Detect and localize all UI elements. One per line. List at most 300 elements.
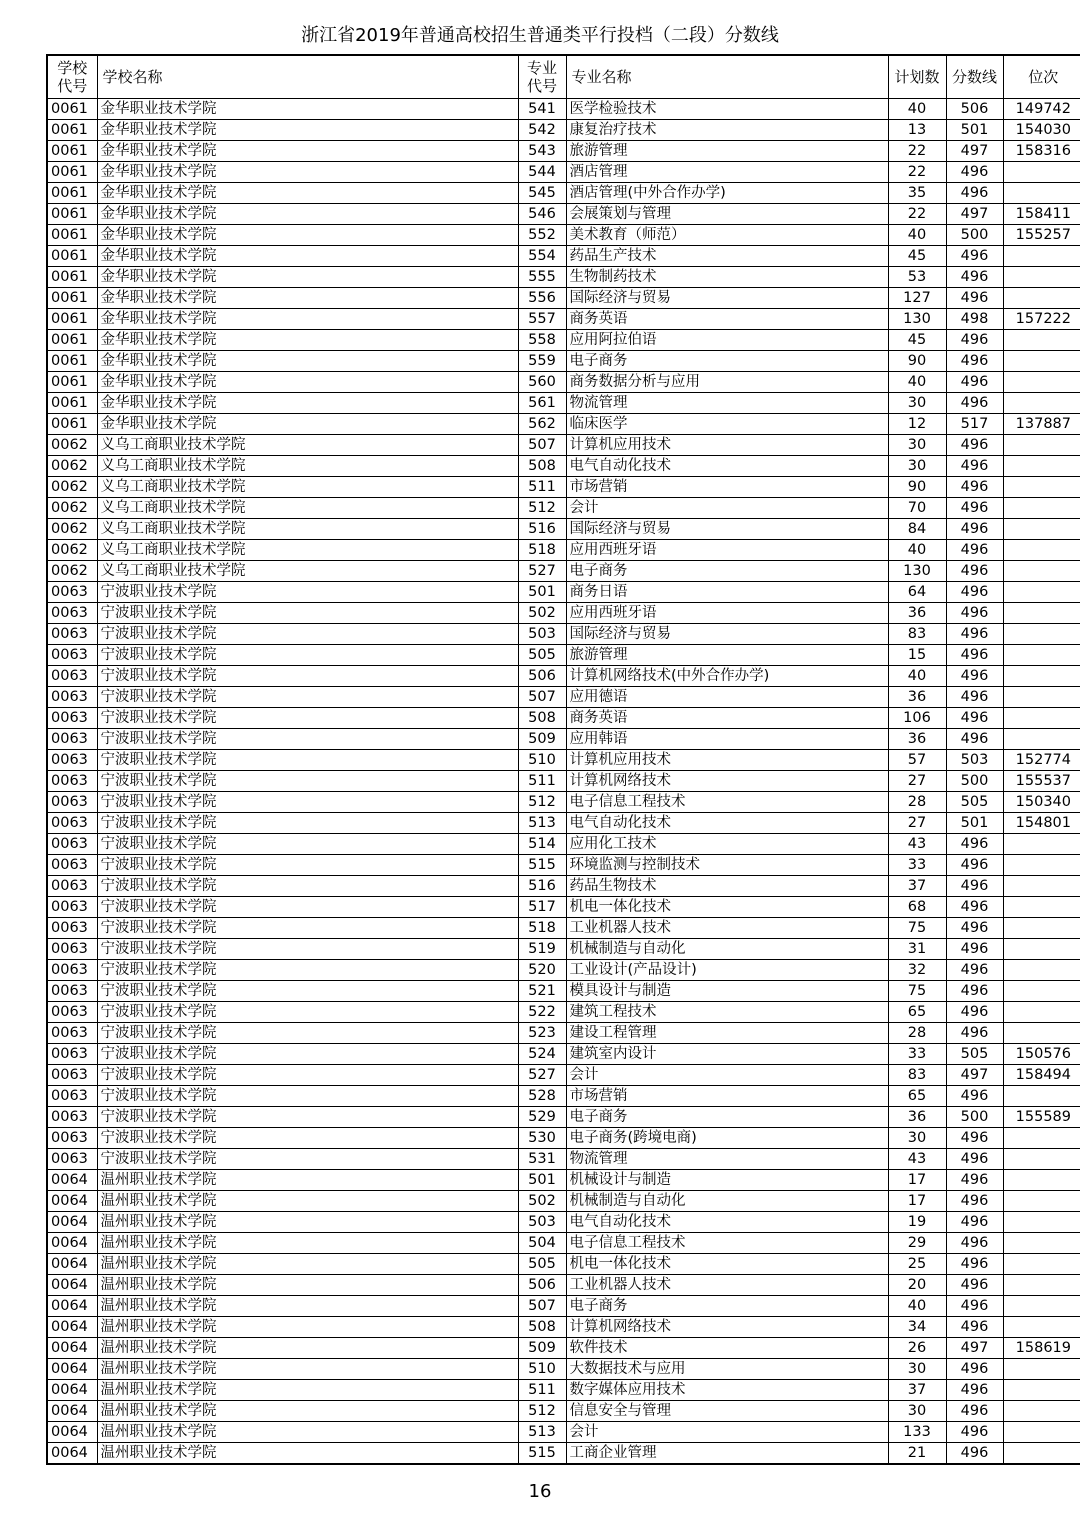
rank-cell: 137887 — [1003, 414, 1080, 435]
school-code-cell: 0063 — [47, 1023, 97, 1044]
school-name-cell: 义乌工商职业技术学院 — [97, 561, 518, 582]
plan-count-cell: 29 — [888, 1233, 946, 1254]
major-name-cell: 药品生产技术 — [566, 246, 888, 267]
school-code-cell: 0063 — [47, 1128, 97, 1149]
table-row — [47, 855, 1080, 876]
major-code-cell: 530 — [518, 1128, 566, 1149]
score-cell: 496 — [946, 393, 1003, 414]
score-cell: 496 — [946, 939, 1003, 960]
school-name-cell: 宁波职业技术学院 — [97, 582, 518, 603]
plan-count-cell: 37 — [888, 1380, 946, 1401]
major-name-cell: 计算机应用技术 — [566, 435, 888, 456]
table-row — [47, 1128, 1080, 1149]
school-name-cell: 宁波职业技术学院 — [97, 813, 518, 834]
plan-count-cell: 28 — [888, 1023, 946, 1044]
school-code-cell: 0064 — [47, 1233, 97, 1254]
plan-count-cell: 28 — [888, 792, 946, 813]
major-code-cell: 555 — [518, 267, 566, 288]
school-name-cell: 金华职业技术学院 — [97, 372, 518, 393]
major-code-cell: 541 — [518, 99, 566, 120]
score-cell: 496 — [946, 561, 1003, 582]
table-row — [47, 519, 1080, 540]
school-name-cell: 温州职业技术学院 — [97, 1275, 518, 1296]
plan-count-cell: 30 — [888, 1359, 946, 1380]
rank-cell — [1003, 540, 1080, 561]
plan-count-cell: 30 — [888, 1128, 946, 1149]
table-row — [47, 792, 1080, 813]
school-name-cell: 温州职业技术学院 — [97, 1359, 518, 1380]
plan-count-cell: 30 — [888, 1401, 946, 1422]
school-name-cell: 金华职业技术学院 — [97, 309, 518, 330]
major-name-cell: 电子商务 — [566, 1107, 888, 1128]
rank-cell: 155257 — [1003, 225, 1080, 246]
school-name-cell: 金华职业技术学院 — [97, 120, 518, 141]
score-cell: 496 — [946, 540, 1003, 561]
school-name-cell: 宁波职业技术学院 — [97, 1044, 518, 1065]
plan-count-cell: 34 — [888, 1317, 946, 1338]
school-name-cell: 金华职业技术学院 — [97, 225, 518, 246]
rank-cell — [1003, 1086, 1080, 1107]
school-code-cell: 0062 — [47, 456, 97, 477]
school-name-cell: 宁波职业技术学院 — [97, 876, 518, 897]
school-name-cell: 金华职业技术学院 — [97, 141, 518, 162]
major-code-cell: 505 — [518, 1254, 566, 1275]
rank-cell — [1003, 687, 1080, 708]
score-cell: 496 — [946, 876, 1003, 897]
major-name-cell: 应用西班牙语 — [566, 540, 888, 561]
score-cell: 496 — [946, 498, 1003, 519]
school-name-cell: 义乌工商职业技术学院 — [97, 519, 518, 540]
plan-count-cell: 19 — [888, 1212, 946, 1233]
table-row — [47, 603, 1080, 624]
score-cell: 496 — [946, 834, 1003, 855]
score-cell: 496 — [946, 645, 1003, 666]
major-code-cell: 501 — [518, 1170, 566, 1191]
school-name-cell: 宁波职业技术学院 — [97, 1002, 518, 1023]
table-row — [47, 939, 1080, 960]
plan-count-cell: 106 — [888, 708, 946, 729]
table-row — [47, 99, 1080, 120]
major-code-cell: 521 — [518, 981, 566, 1002]
rank-cell — [1003, 393, 1080, 414]
table-row — [47, 981, 1080, 1002]
school-code-cell: 0064 — [47, 1296, 97, 1317]
major-code-cell: 510 — [518, 750, 566, 771]
school-code-cell: 0061 — [47, 204, 97, 225]
table-row — [47, 1401, 1080, 1422]
score-cell: 496 — [946, 687, 1003, 708]
school-code-cell: 0063 — [47, 645, 97, 666]
table-row — [47, 1212, 1080, 1233]
school-name-cell: 宁波职业技术学院 — [97, 918, 518, 939]
plan-count-cell: 30 — [888, 456, 946, 477]
table-row — [47, 183, 1080, 204]
school-name-cell: 温州职业技术学院 — [97, 1338, 518, 1359]
score-cell: 496 — [946, 1086, 1003, 1107]
table-row — [47, 666, 1080, 687]
rank-cell — [1003, 519, 1080, 540]
major-code-cell: 506 — [518, 1275, 566, 1296]
school-code-cell: 0063 — [47, 1107, 97, 1128]
table-row — [47, 1296, 1080, 1317]
score-cell: 496 — [946, 1401, 1003, 1422]
plan-count-cell: 84 — [888, 519, 946, 540]
rank-cell: 157222 — [1003, 309, 1080, 330]
score-cell: 505 — [946, 1044, 1003, 1065]
rank-cell — [1003, 624, 1080, 645]
plan-count-cell: 30 — [888, 393, 946, 414]
table-row — [47, 1023, 1080, 1044]
school-code-cell: 0061 — [47, 141, 97, 162]
major-name-cell: 应用化工技术 — [566, 834, 888, 855]
score-cell: 496 — [946, 897, 1003, 918]
major-name-cell: 计算机网络技术 — [566, 1317, 888, 1338]
major-code-cell: 546 — [518, 204, 566, 225]
score-cell: 497 — [946, 1065, 1003, 1086]
major-name-cell: 建筑室内设计 — [566, 1044, 888, 1065]
table-row — [47, 876, 1080, 897]
table-row — [47, 498, 1080, 519]
major-code-cell: 516 — [518, 519, 566, 540]
rank-cell: 155537 — [1003, 771, 1080, 792]
rank-cell — [1003, 1317, 1080, 1338]
school-name-cell: 宁波职业技术学院 — [97, 1149, 518, 1170]
major-code-cell: 505 — [518, 645, 566, 666]
school-name-cell: 宁波职业技术学院 — [97, 666, 518, 687]
rank-cell: 158411 — [1003, 204, 1080, 225]
plan-count-cell: 36 — [888, 687, 946, 708]
table-row — [47, 960, 1080, 981]
score-cell: 497 — [946, 204, 1003, 225]
major-name-cell: 电子信息工程技术 — [566, 792, 888, 813]
major-name-cell: 机械设计与制造 — [566, 1170, 888, 1191]
rank-cell — [1003, 1296, 1080, 1317]
rank-cell — [1003, 582, 1080, 603]
table-row — [47, 1233, 1080, 1254]
score-cell: 496 — [946, 330, 1003, 351]
table-row — [47, 435, 1080, 456]
major-name-cell: 信息安全与管理 — [566, 1401, 888, 1422]
table-row — [47, 561, 1080, 582]
rank-cell: 158619 — [1003, 1338, 1080, 1359]
major-name-cell: 电气自动化技术 — [566, 813, 888, 834]
major-code-cell: 523 — [518, 1023, 566, 1044]
major-name-cell: 生物制药技术 — [566, 267, 888, 288]
plan-count-cell: 33 — [888, 855, 946, 876]
major-code-cell: 518 — [518, 918, 566, 939]
rank-cell — [1003, 1359, 1080, 1380]
school-name-cell: 温州职业技术学院 — [97, 1191, 518, 1212]
school-code-cell: 0064 — [47, 1380, 97, 1401]
score-cell: 496 — [946, 456, 1003, 477]
school-name-cell: 金华职业技术学院 — [97, 162, 518, 183]
score-cell: 496 — [946, 1023, 1003, 1044]
school-name-cell: 宁波职业技术学院 — [97, 708, 518, 729]
header-score: 分数线 — [946, 55, 1003, 99]
table-row — [47, 750, 1080, 771]
table-row — [47, 267, 1080, 288]
score-cell: 496 — [946, 1443, 1003, 1465]
score-cell: 496 — [946, 918, 1003, 939]
table-row — [47, 897, 1080, 918]
plan-count-cell: 90 — [888, 477, 946, 498]
table-header-row — [47, 55, 1080, 99]
score-cell: 496 — [946, 729, 1003, 750]
table-row — [47, 414, 1080, 435]
school-name-cell: 宁波职业技术学院 — [97, 855, 518, 876]
school-name-cell: 义乌工商职业技术学院 — [97, 435, 518, 456]
school-name-cell: 温州职业技术学院 — [97, 1212, 518, 1233]
plan-count-cell: 22 — [888, 141, 946, 162]
major-name-cell: 药品生物技术 — [566, 876, 888, 897]
score-cell: 496 — [946, 246, 1003, 267]
plan-count-cell: 130 — [888, 561, 946, 582]
major-name-cell: 会计 — [566, 1065, 888, 1086]
major-code-cell: 522 — [518, 1002, 566, 1023]
major-code-cell: 554 — [518, 246, 566, 267]
rank-cell — [1003, 729, 1080, 750]
school-code-cell: 0064 — [47, 1275, 97, 1296]
plan-count-cell: 36 — [888, 603, 946, 624]
school-code-cell: 0064 — [47, 1212, 97, 1233]
plan-count-cell: 68 — [888, 897, 946, 918]
major-name-cell: 机械制造与自动化 — [566, 1191, 888, 1212]
school-code-cell: 0062 — [47, 561, 97, 582]
plan-count-cell: 33 — [888, 1044, 946, 1065]
page-number: 16 — [528, 1481, 552, 1502]
rank-cell: 152774 — [1003, 750, 1080, 771]
major-name-cell: 机电一体化技术 — [566, 897, 888, 918]
school-code-cell: 0062 — [47, 519, 97, 540]
major-code-cell: 508 — [518, 708, 566, 729]
school-code-cell: 0064 — [47, 1191, 97, 1212]
plan-count-cell: 64 — [888, 582, 946, 603]
table-row — [47, 162, 1080, 183]
table-row — [47, 1002, 1080, 1023]
major-name-cell: 医学检验技术 — [566, 99, 888, 120]
table-row — [47, 351, 1080, 372]
table-row — [47, 1359, 1080, 1380]
table-row — [47, 1317, 1080, 1338]
major-name-cell: 应用阿拉伯语 — [566, 330, 888, 351]
school-name-cell: 金华职业技术学院 — [97, 288, 518, 309]
school-code-cell: 0061 — [47, 330, 97, 351]
score-cell: 496 — [946, 960, 1003, 981]
table-row — [47, 1191, 1080, 1212]
rank-cell — [1003, 603, 1080, 624]
school-code-cell: 0061 — [47, 372, 97, 393]
table-row — [47, 918, 1080, 939]
school-code-cell: 0062 — [47, 435, 97, 456]
table-row — [47, 1338, 1080, 1359]
rank-cell — [1003, 918, 1080, 939]
major-code-cell: 512 — [518, 792, 566, 813]
major-name-cell: 电子信息工程技术 — [566, 1233, 888, 1254]
school-name-cell: 温州职业技术学院 — [97, 1443, 518, 1465]
major-name-cell: 国际经济与贸易 — [566, 288, 888, 309]
major-code-cell: 517 — [518, 897, 566, 918]
major-code-cell: 503 — [518, 1212, 566, 1233]
rank-cell — [1003, 855, 1080, 876]
plan-count-cell: 75 — [888, 981, 946, 1002]
rank-cell — [1003, 1422, 1080, 1443]
score-cell: 500 — [946, 225, 1003, 246]
plan-count-cell: 83 — [888, 624, 946, 645]
plan-count-cell: 40 — [888, 540, 946, 561]
school-code-cell: 0061 — [47, 183, 97, 204]
major-code-cell: 511 — [518, 1380, 566, 1401]
header-rank: 位次 — [1003, 55, 1080, 99]
plan-count-cell: 43 — [888, 1149, 946, 1170]
major-name-cell: 电子商务 — [566, 1296, 888, 1317]
table-row — [47, 687, 1080, 708]
header-plan: 计划数 — [888, 55, 946, 99]
major-code-cell: 513 — [518, 813, 566, 834]
rank-cell: 150576 — [1003, 1044, 1080, 1065]
school-name-cell: 宁波职业技术学院 — [97, 1023, 518, 1044]
school-name-cell: 宁波职业技术学院 — [97, 1107, 518, 1128]
score-cell: 496 — [946, 1422, 1003, 1443]
school-code-cell: 0063 — [47, 897, 97, 918]
score-cell: 496 — [946, 351, 1003, 372]
rank-cell — [1003, 708, 1080, 729]
major-code-cell: 509 — [518, 729, 566, 750]
rank-cell — [1003, 435, 1080, 456]
school-name-cell: 温州职业技术学院 — [97, 1401, 518, 1422]
score-cell: 496 — [946, 1296, 1003, 1317]
school-name-cell: 温州职业技术学院 — [97, 1233, 518, 1254]
school-name-cell: 宁波职业技术学院 — [97, 939, 518, 960]
plan-count-cell: 27 — [888, 813, 946, 834]
table-row — [47, 477, 1080, 498]
major-code-cell: 511 — [518, 771, 566, 792]
plan-count-cell: 40 — [888, 666, 946, 687]
school-code-cell: 0063 — [47, 729, 97, 750]
major-name-cell: 旅游管理 — [566, 645, 888, 666]
major-code-cell: 507 — [518, 435, 566, 456]
score-cell: 496 — [946, 1002, 1003, 1023]
major-code-cell: 511 — [518, 477, 566, 498]
score-cell: 496 — [946, 1254, 1003, 1275]
table-row — [47, 288, 1080, 309]
table-row — [47, 1065, 1080, 1086]
school-code-cell: 0064 — [47, 1422, 97, 1443]
plan-count-cell: 31 — [888, 939, 946, 960]
school-code-cell: 0063 — [47, 687, 97, 708]
plan-count-cell: 45 — [888, 330, 946, 351]
plan-count-cell: 65 — [888, 1086, 946, 1107]
table-row — [47, 1044, 1080, 1065]
table-row — [47, 225, 1080, 246]
major-code-cell: 556 — [518, 288, 566, 309]
rank-cell — [1003, 1002, 1080, 1023]
major-name-cell: 应用德语 — [566, 687, 888, 708]
major-name-cell: 电子商务 — [566, 351, 888, 372]
major-name-cell: 商务英语 — [566, 708, 888, 729]
school-code-cell: 0063 — [47, 666, 97, 687]
score-cell: 496 — [946, 624, 1003, 645]
school-name-cell: 金华职业技术学院 — [97, 99, 518, 120]
rank-cell — [1003, 330, 1080, 351]
table-row — [47, 834, 1080, 855]
plan-count-cell: 36 — [888, 1107, 946, 1128]
table-row — [47, 456, 1080, 477]
score-cell: 497 — [946, 141, 1003, 162]
school-code-cell: 0063 — [47, 981, 97, 1002]
rank-cell — [1003, 267, 1080, 288]
school-code-cell: 0061 — [47, 309, 97, 330]
score-cell: 496 — [946, 1233, 1003, 1254]
score-cell: 496 — [946, 183, 1003, 204]
table-row — [47, 393, 1080, 414]
school-name-cell: 温州职业技术学院 — [97, 1254, 518, 1275]
score-cell: 496 — [946, 519, 1003, 540]
major-code-cell: 559 — [518, 351, 566, 372]
plan-count-cell: 90 — [888, 351, 946, 372]
major-name-cell: 物流管理 — [566, 393, 888, 414]
major-code-cell: 515 — [518, 1443, 566, 1465]
major-name-cell: 商务英语 — [566, 309, 888, 330]
school-code-cell: 0064 — [47, 1170, 97, 1191]
score-cell: 496 — [946, 1128, 1003, 1149]
table-row — [47, 204, 1080, 225]
school-code-cell: 0061 — [47, 120, 97, 141]
rank-cell — [1003, 477, 1080, 498]
school-name-cell: 义乌工商职业技术学院 — [97, 498, 518, 519]
rank-cell — [1003, 939, 1080, 960]
major-code-cell: 514 — [518, 834, 566, 855]
school-name-cell: 宁波职业技术学院 — [97, 645, 518, 666]
rank-cell — [1003, 246, 1080, 267]
rank-cell — [1003, 645, 1080, 666]
plan-count-cell: 130 — [888, 309, 946, 330]
major-code-cell: 528 — [518, 1086, 566, 1107]
score-cell: 501 — [946, 120, 1003, 141]
school-code-cell: 0061 — [47, 414, 97, 435]
plan-count-cell: 83 — [888, 1065, 946, 1086]
major-name-cell: 建设工程管理 — [566, 1023, 888, 1044]
score-cell: 496 — [946, 1191, 1003, 1212]
major-code-cell: 502 — [518, 603, 566, 624]
school-name-cell: 宁波职业技术学院 — [97, 729, 518, 750]
school-code-cell: 0063 — [47, 1065, 97, 1086]
school-name-cell: 金华职业技术学院 — [97, 204, 518, 225]
school-name-cell: 金华职业技术学院 — [97, 351, 518, 372]
score-cell: 496 — [946, 1170, 1003, 1191]
plan-count-cell: 57 — [888, 750, 946, 771]
score-cell: 496 — [946, 267, 1003, 288]
major-name-cell: 机械制造与自动化 — [566, 939, 888, 960]
major-name-cell: 机电一体化技术 — [566, 1254, 888, 1275]
rank-cell — [1003, 1275, 1080, 1296]
table-row — [47, 330, 1080, 351]
major-name-cell: 会计 — [566, 1422, 888, 1443]
major-name-cell: 模具设计与制造 — [566, 981, 888, 1002]
school-code-cell: 0062 — [47, 540, 97, 561]
plan-count-cell: 40 — [888, 1296, 946, 1317]
plan-count-cell: 25 — [888, 1254, 946, 1275]
major-code-cell: 503 — [518, 624, 566, 645]
school-name-cell: 宁波职业技术学院 — [97, 834, 518, 855]
school-name-cell: 宁波职业技术学院 — [97, 897, 518, 918]
plan-count-cell: 30 — [888, 435, 946, 456]
school-name-cell: 宁波职业技术学院 — [97, 687, 518, 708]
plan-count-cell: 32 — [888, 960, 946, 981]
plan-count-cell: 17 — [888, 1191, 946, 1212]
score-cell: 496 — [946, 1317, 1003, 1338]
school-code-cell: 0063 — [47, 792, 97, 813]
score-cell: 496 — [946, 708, 1003, 729]
